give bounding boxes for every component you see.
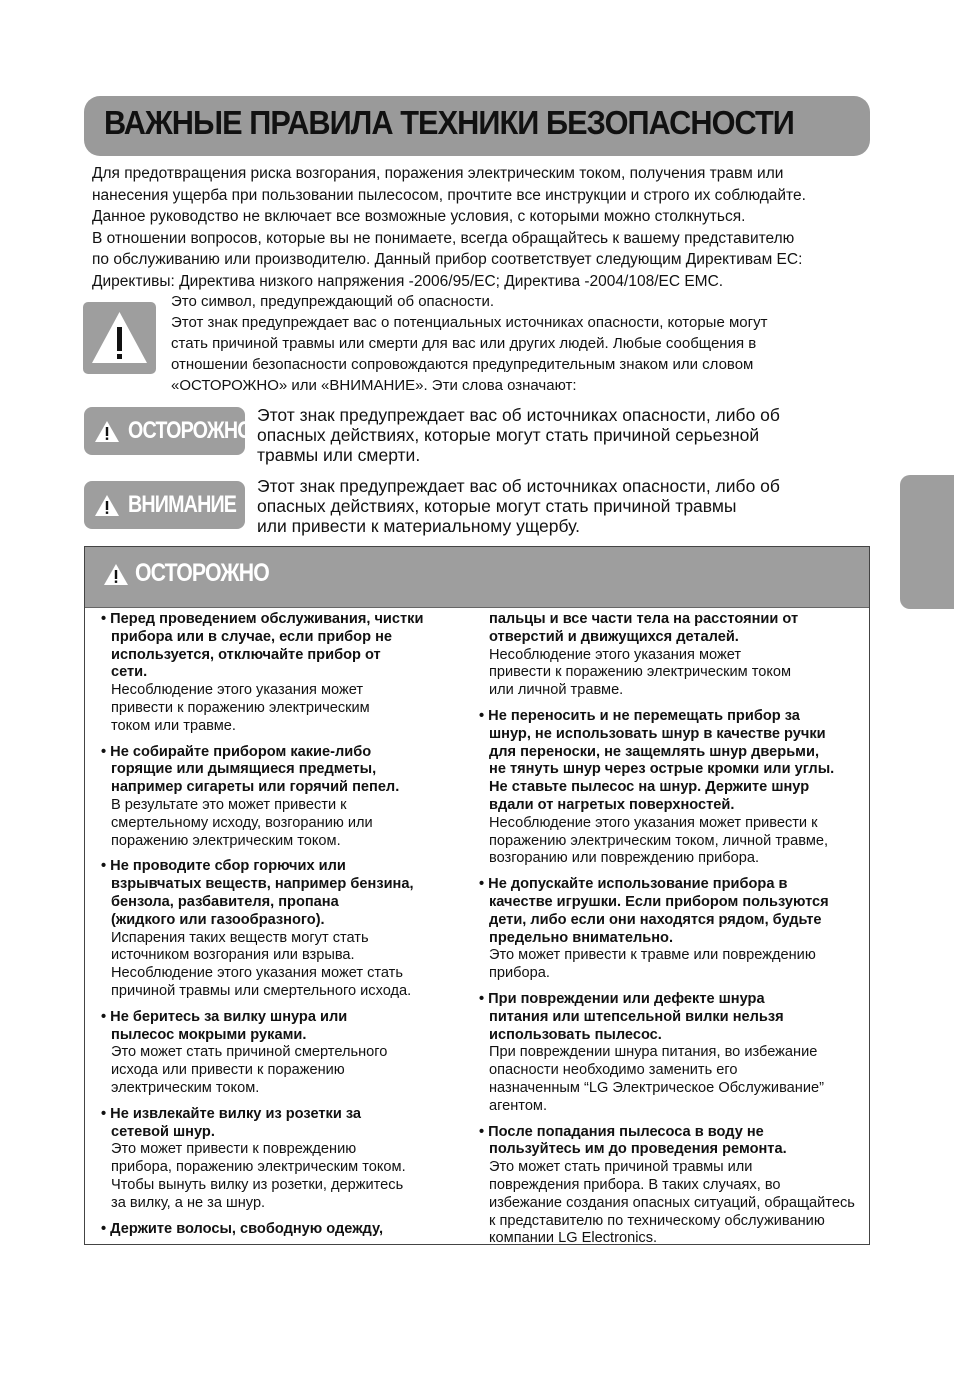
warning-item-heading: например сигареты или горячий пепел. xyxy=(111,779,400,796)
caution-label: ОСТОРОЖНО xyxy=(128,417,252,444)
warning-item-heading: взрывчатых веществ, например бензина, xyxy=(111,876,414,893)
warning-item-text: Это может стать причиной травмы или xyxy=(489,1159,753,1176)
warning-item-text: возгоранию или повреждению прибора. xyxy=(489,850,760,867)
warning-item-heading: пользуйтесь им до проведения ремонта. xyxy=(489,1141,787,1158)
warning-item-text: Несоблюдение этого указания может xyxy=(111,682,364,699)
warning-item-text: привести к поражению электрическим xyxy=(111,699,370,716)
warning-item-heading: вдали от нагретых поверхностей. xyxy=(489,796,735,813)
warning-item-text: током или травме. xyxy=(111,717,236,734)
warning-item-heading: • После попадания пылесоса в воду не xyxy=(479,1124,864,1142)
intro-line: Директивы: Директива низкого напряжения -2006/95/EC; Директива -2004/108/EC EMC. xyxy=(92,272,724,290)
warning-item-text: назначенным “LG Электрическое Обслуживание” xyxy=(489,1079,824,1096)
warning-item-text: источником возгорания или взрыва. xyxy=(111,947,355,964)
warning-item-text: Это может привести к повреждению xyxy=(111,1141,357,1158)
warning-item-heading: отверстий и движущихся деталей. xyxy=(489,628,739,645)
warning-item-heading: • Не беритесь за вилку шнура или xyxy=(101,1009,461,1027)
caution-line: травмы или смерти. xyxy=(257,445,421,465)
attention-line: Этот знак предупреждает вас об источниках опасности, либо об xyxy=(257,476,780,496)
warning-item-text: избежание создания опасных ситуаций, обращайтесь xyxy=(489,1194,855,1211)
warning-item-text: повреждения прибора. В таких случаях, во xyxy=(489,1176,781,1193)
warning-item-heading: прибора или в случае, если прибор не xyxy=(111,628,393,645)
warning-item-text: Чтобы вынуть вилку из розетки, держитесь xyxy=(111,1176,404,1193)
intro-line: по обслуживанию или производителю. Данный прибор соответствует следующим Директивам ЕС: xyxy=(92,251,803,268)
warning-item-text: При повреждении шнура питания, во избежание xyxy=(489,1044,818,1061)
warning-item-heading: использовать пылесос. xyxy=(489,1026,662,1043)
symbol-line: Этот знак предупреждает вас о потенциальных источниках опасности, которые могут xyxy=(171,314,768,331)
warning-item-text: агентом. xyxy=(489,1097,548,1114)
intro-line: нанесения ущерба при пользовании пылесосом, прочтите все инструкции и строго их соблюдайте. xyxy=(92,186,806,204)
symbol-line: «ОСТОРОЖНО» или «ВНИМАНИЕ». Эти слова означают: xyxy=(171,377,577,394)
warning-item-text: компании LG Electronics. xyxy=(489,1230,658,1247)
caution-description xyxy=(257,405,857,465)
warning-right-column xyxy=(479,611,864,1248)
warning-triangle-icon xyxy=(94,494,120,517)
warning-item-heading: сетевой шнур. xyxy=(111,1123,215,1140)
warning-section xyxy=(84,546,870,1245)
warning-item-text: Это может стать причиной смертельного xyxy=(111,1044,388,1061)
warning-triangle-icon xyxy=(94,420,120,443)
warning-item-heading: горящие или дымящиеся предметы, xyxy=(111,761,377,778)
symbol-description xyxy=(171,291,861,396)
warning-item-text: смертельному исходу, возгоранию или xyxy=(111,814,373,831)
symbol-line: отношении безопасности сопровождаются предупредительным знаком или словом xyxy=(171,356,754,373)
warning-item-heading: (жидкого или газообразного). xyxy=(111,911,325,928)
intro-line: Для предотвращения риска возгорания, поражения электрическим током, получения травм или xyxy=(92,165,784,182)
warning-item-heading: шнур, не использовать шнур в качестве ручки xyxy=(489,725,826,742)
warning-item-heading: • При повреждении или дефекте шнура xyxy=(479,991,864,1009)
warning-item-heading: • Не извлекайте вилку из розетки за xyxy=(101,1106,461,1124)
warning-item-heading: • Не переносить и не перемещать прибор за xyxy=(479,708,864,726)
caution-badge xyxy=(84,407,252,455)
warning-item-heading: не тянуть шнур через острые кромки или углы. xyxy=(489,761,835,778)
warning-section-header xyxy=(85,547,869,608)
intro-line: В отношении вопросов, которые вы не понимаете, всегда обращайтесь к вашему представителю xyxy=(92,229,795,247)
intro-paragraph xyxy=(92,163,882,292)
warning-item-heading: • Держите волосы, свободную одежду, xyxy=(101,1221,461,1239)
warning-item-heading: • Не проводите сбор горючих или xyxy=(101,858,461,876)
warning-item-text: Несоблюдение этого указания может привести к xyxy=(489,814,818,831)
warning-item-text: поражению электрическим током, личной травме, xyxy=(489,832,829,849)
warning-item-heading: качестве игрушки. Если прибором пользуются xyxy=(489,893,829,910)
title-bar xyxy=(84,96,870,156)
page-title: ВАЖНЫЕ ПРАВИЛА ТЕХНИКИ БЕЗОПАСНОСТИ xyxy=(104,104,794,141)
warning-symbol-box xyxy=(83,302,156,374)
attention-label: ВНИМАНИЕ xyxy=(128,491,237,518)
attention-badge xyxy=(84,481,245,529)
warning-item-text: электрическим током. xyxy=(111,1079,260,1096)
warning-item-heading: • Не собирайте прибором какие-либо xyxy=(101,744,461,762)
caution-line: опасных действиях, которые могут стать причиной серьезной xyxy=(257,425,760,445)
warning-item-text: В результате это может привести к xyxy=(111,796,347,813)
warning-item-text: за вилку, а не за шнур. xyxy=(111,1194,266,1211)
warning-item-text: исхода или привести к поражению xyxy=(111,1062,345,1079)
attention-line: опасных действиях, которые могут стать причиной травмы xyxy=(257,496,737,516)
warning-section-title: ОСТОРОЖНО xyxy=(135,559,269,587)
warning-triangle-icon xyxy=(103,563,129,586)
warning-item-heading: питания или штепсельной вилки нельзя xyxy=(489,1008,784,1025)
intro-line: Данное руководство не включает все возможные условия, с которыми можно столкнуться. xyxy=(92,208,746,225)
symbol-line: Это символ, предупреждающий об опасности. xyxy=(171,293,495,310)
warning-item-text: поражению электрическим током. xyxy=(111,832,341,849)
warning-item-heading: пылесос мокрыми руками. xyxy=(111,1026,307,1043)
warning-item-heading: Не ставьте пылесос на шнур. Держите шнур xyxy=(489,779,810,796)
warning-item-text: Несоблюдение этого указания может стать xyxy=(111,965,403,982)
warning-item-heading: • Перед проведением обслуживания, чистки xyxy=(101,611,461,629)
symbol-line: стать причиной травмы или смерти для вас или других людей. Любые сообщения в xyxy=(171,335,757,352)
warning-item-heading: используется, отключайте прибор от xyxy=(111,646,381,663)
warning-item-heading: • Не допускайте использование прибора в xyxy=(479,876,864,894)
warning-item-text: прибора. xyxy=(489,965,550,982)
warning-item-heading: бензола, разбавителя, пропана xyxy=(111,893,339,910)
warning-left-column xyxy=(101,611,461,1238)
warning-item-text: Несоблюдение этого указания может xyxy=(489,646,742,663)
warning-item-heading: пальцы и все части тела на расстоянии от xyxy=(489,611,799,627)
warning-item-heading: для переноски, не защемлять шнур дверьми, xyxy=(489,743,819,760)
warning-item-text: привести к поражению электрическим током xyxy=(489,664,792,681)
warning-item-text: опасности необходимо заменить его xyxy=(489,1062,738,1079)
caution-line: Этот знак предупреждает вас об источниках опасности, либо об xyxy=(257,405,780,425)
warning-item-text: Испарения таких веществ могут стать xyxy=(111,929,369,946)
warning-item-text: причиной травмы или смертельного исхода. xyxy=(111,982,412,999)
warning-item-text: Это может привести к травме или повреждению xyxy=(489,947,816,964)
warning-item-text: прибора, поражению электрическим током. xyxy=(111,1159,406,1176)
warning-item-heading: дети, либо если они находятся рядом, будьте xyxy=(489,911,822,928)
warning-item-text: или личной травме. xyxy=(489,682,624,699)
section-side-tab xyxy=(900,475,954,609)
warning-item-heading: предельно внимательно. xyxy=(489,929,674,946)
warning-triangle-icon xyxy=(89,308,150,368)
attention-description xyxy=(257,476,857,536)
attention-line: или привести к материальному ущербу. xyxy=(257,516,581,536)
warning-item-heading: сети. xyxy=(111,664,148,681)
warning-item-text: к представителю по техническому обслуживанию xyxy=(489,1212,825,1229)
